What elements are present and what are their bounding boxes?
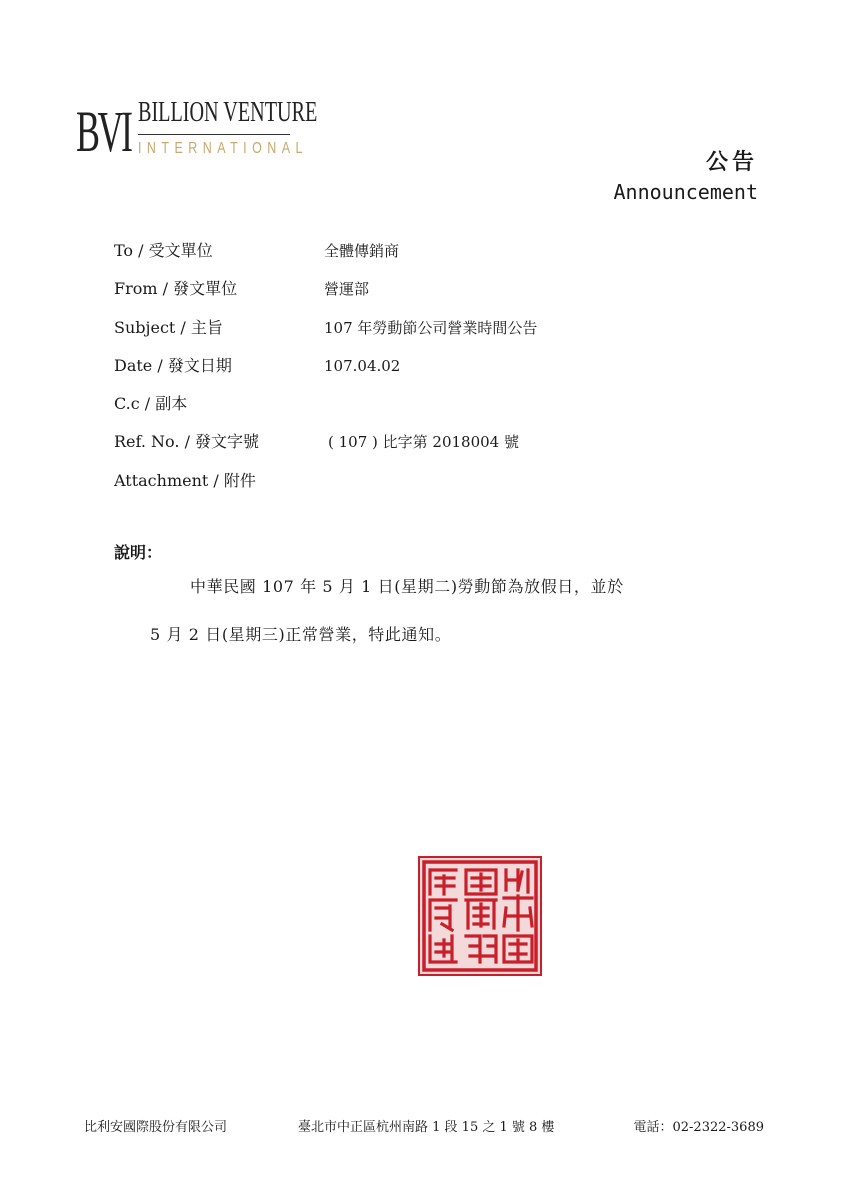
company-seal: [418, 856, 542, 976]
field-attachment: [114, 467, 754, 505]
header-fields: [114, 237, 754, 505]
footer-company: 比利安國際股份有限公司: [84, 1120, 228, 1135]
field-label: Date / 發文日期: [114, 355, 232, 375]
field-value: 107 年勞動節公司營業時間公告: [324, 318, 538, 337]
field-label: To / 受文單位: [114, 241, 213, 260]
field-value: 全體傳銷商: [324, 242, 400, 260]
explanation-heading: 說明：: [114, 543, 163, 562]
field-cc: [114, 390, 754, 428]
field-label: Attachment / 附件: [114, 470, 256, 490]
logo-name: BILLION VENTURE: [138, 97, 318, 128]
field-from: [114, 275, 754, 313]
field-value: 營運部: [324, 280, 370, 299]
footer: [84, 1116, 764, 1136]
field-to: [114, 237, 754, 275]
document-title: 公告: [705, 149, 758, 175]
logo-mark: BVI: [76, 99, 131, 164]
explanation-line: 中華民國 107 年 5 月 1 日(星期二)勞動節為放假日，並於: [190, 577, 624, 596]
field-label: Subject / 主旨: [114, 317, 223, 337]
field-label: From / 發文單位: [114, 279, 238, 299]
logo-subtitle: INTERNATIONAL: [138, 140, 308, 157]
footer-phone: 電話：02-2322-3689: [633, 1120, 764, 1135]
field-ref-no: [114, 428, 754, 466]
field-label: C.c / 副本: [114, 394, 188, 414]
field-value: ( 107 ) 比字第 2018004 號: [328, 433, 519, 452]
footer-address: 臺北市中正區杭州南路 1 段 15 之 1 號 8 樓: [298, 1120, 555, 1135]
field-subject: [114, 314, 754, 352]
explanation-line: 5 月 2 日(星期三)正常營業，特此通知。: [150, 625, 452, 644]
field-label: Ref. No. / 發文字號: [114, 432, 260, 452]
logo-divider: [138, 134, 290, 135]
company-logo: [76, 96, 318, 168]
field-date: [114, 352, 754, 390]
field-value: 107.04.02: [324, 356, 401, 375]
document-title-english: Announcement: [613, 180, 758, 204]
